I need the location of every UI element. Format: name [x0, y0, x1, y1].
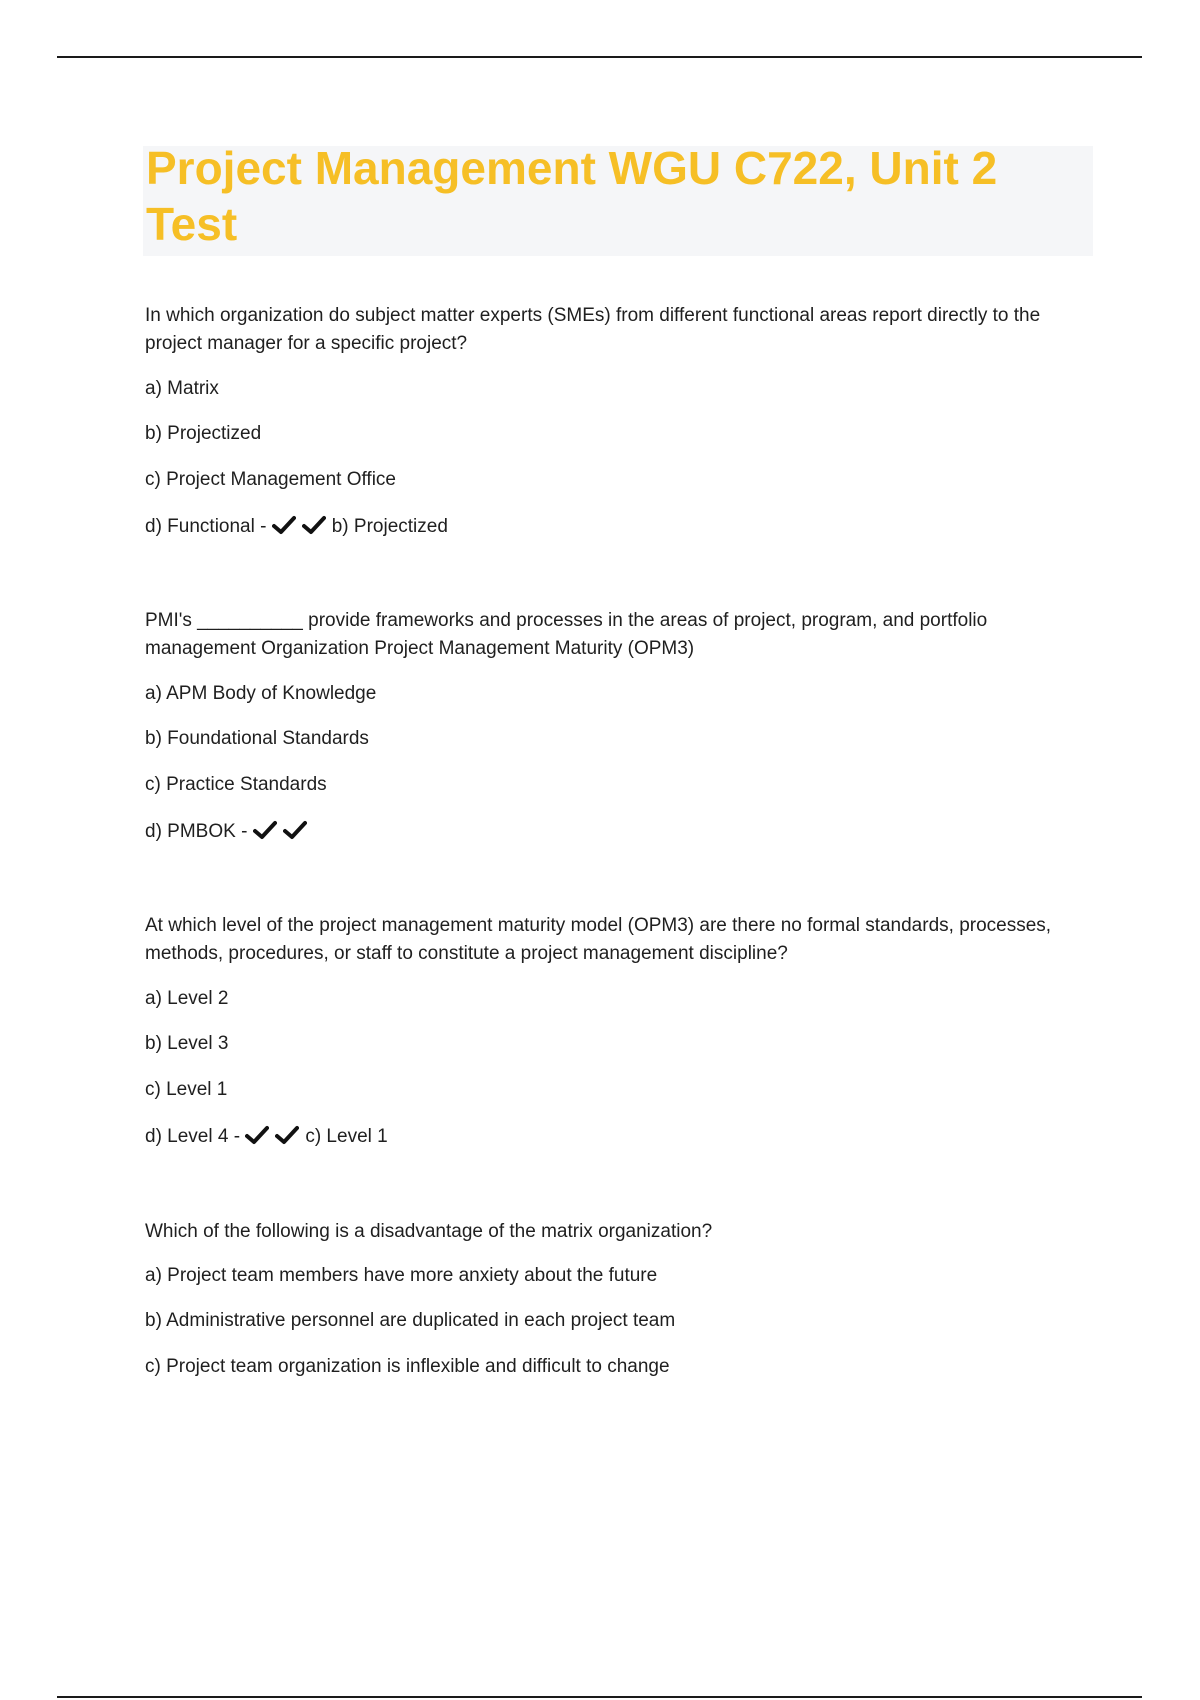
check-icon — [272, 515, 296, 535]
check-icon — [302, 515, 326, 535]
option-label: d) PMBOK - — [145, 821, 248, 842]
option-label: d) Level 4 - — [145, 1126, 241, 1147]
option: a) APM Body of Knowledge — [145, 683, 377, 704]
question-block — [145, 912, 1095, 1151]
option: a) Level 2 — [145, 988, 229, 1009]
option-with-answer — [145, 1123, 1095, 1151]
option: a) Project team members have more anxiety about the future — [145, 1265, 658, 1286]
answer-text: b) Projectized — [331, 516, 448, 537]
option-label: d) Functional - — [145, 516, 267, 537]
bottom-rule — [57, 1696, 1142, 1698]
option-with-answer — [145, 818, 1095, 846]
option: b) Projectized — [145, 423, 262, 444]
question-text: At which level of the project management maturity model (OPM3) are there no formal standards, processes, methods, procedures, or staff to constitute a project management discipline? — [145, 915, 1052, 964]
option-with-answer — [145, 513, 1095, 541]
check-icon — [245, 1125, 269, 1145]
check-icon — [253, 820, 277, 840]
option: c) Practice Standards — [145, 774, 327, 795]
check-icon — [275, 1125, 299, 1145]
question-block — [145, 302, 1095, 541]
option: b) Level 3 — [145, 1033, 229, 1054]
question-text: PMI's __________ provide frameworks and processes in the areas of project, program, and portfolio management Organization Project Management Maturity (OPM3) — [145, 610, 988, 659]
question-text: In which organization do subject matter experts (SMEs) from different functional areas report directly to the project manager for a specific project? — [145, 305, 1041, 354]
check-icon — [283, 820, 307, 840]
top-rule — [57, 56, 1142, 58]
option: c) Project team organization is inflexible and difficult to change — [145, 1356, 670, 1377]
question-block — [145, 607, 1095, 846]
document-title: Project Management WGU C722, Unit 2 Test — [146, 142, 998, 250]
question-text: Which of the following is a disadvantage of the matrix organization? — [145, 1221, 713, 1242]
option: c) Project Management Office — [145, 469, 396, 490]
option: b) Administrative personnel are duplicated in each project team — [145, 1310, 676, 1331]
option: a) Matrix — [145, 378, 219, 399]
question-block — [145, 1218, 1095, 1381]
option: c) Level 1 — [145, 1079, 228, 1100]
answer-text: c) Level 1 — [305, 1126, 388, 1147]
option: b) Foundational Standards — [145, 728, 369, 749]
